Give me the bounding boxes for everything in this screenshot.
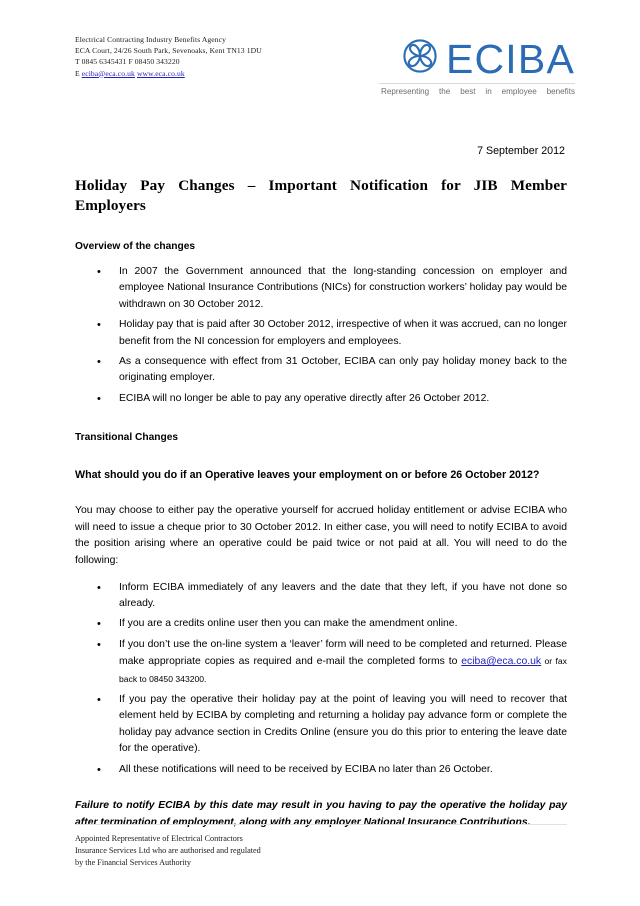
list-item-with-email [75, 637, 567, 688]
company-address-block [75, 34, 262, 79]
footer-line-2: Insurance Services Ltd who are authorised and regulated [75, 846, 261, 856]
page-title: Holiday Pay Changes – Important Notification for JIB Member Employers [75, 177, 567, 214]
logo-row [379, 36, 575, 81]
document-body [75, 176, 567, 831]
address-line-1: Electrical Contracting Industry Benefits Agency [75, 35, 227, 44]
address-line-3: T 0845 6345431 F 08450 343220 [75, 57, 180, 67]
footer-line-3: by the Financial Services Authority [75, 858, 191, 868]
list-item: • Inform ECIBA immediately of any leavers and the date that they left, if you have not done so already. [75, 580, 567, 613]
action-bullet-list [75, 580, 567, 778]
list-item: • ECIBA will no longer be able to pay any operative directly after 26 October 2012. [75, 391, 567, 407]
footer-divider [75, 824, 567, 825]
body-email-link[interactable]: eciba@eca.co.uk [461, 656, 542, 668]
question-heading: What should you do if an Operative leaves your employment on or before 26 October 2012? [75, 469, 540, 482]
footer-line-1: Appointed Representative of Electrical Contractors [75, 834, 243, 843]
email-prefix: E [75, 68, 82, 78]
list-item: • Holiday pay that is paid after 30 October 2012, irrespective of when it was accrued, can no longer benefit from the NI concession for employers and employees. [75, 317, 567, 350]
list-item: • If you are a credits online user then you can make the amendment online. [75, 616, 567, 632]
closing-warning-paragraph: Failure to notify ECIBA by this date may result in you having to pay the operative the holiday pay after termination of employment, along with any employer National Insurance Contributions. [75, 800, 567, 828]
eciba-clover-icon [400, 36, 440, 81]
transitional-changes-heading: Transitional Changes [75, 432, 179, 444]
address-line-2: ECA Court, 24/26 South Park, Sevenoaks, Kent TN13 1DU [75, 46, 262, 56]
list-item: • All these notifications will need to be received by ECIBA no later than 26 October. [75, 762, 567, 778]
overview-heading: Overview of the changes [75, 241, 196, 252]
list-item: • If you pay the operative their holiday pay at the point of leaving you will need to recover that element held by ECIBA by completing and returning a holiday pay advance form or complete the holiday pay advance section in Credits Online (ensure you do this prior to entering the leave date for the operative). [75, 692, 567, 758]
logo-tagline: Representing the best in employee benefits [381, 87, 575, 96]
header-email-link[interactable]: eciba@eca.co.uk [81, 68, 135, 78]
address-line-4 [75, 68, 262, 79]
intro-paragraph: You may choose to either pay the operative yourself for accrued holiday entitlement or advise ECIBA who will need to issue a cheque prior to 30 October 2012. In either case, you will need to notify ECIBA to avoid the position arising where an operative could be paid twice or not paid at all. You will need to do the following: [75, 505, 567, 567]
fax-note: or fax back to 08450 343200. [119, 656, 567, 684]
eciba-logo [379, 34, 575, 96]
header-website-link[interactable]: www.eca.co.uk [136, 68, 185, 78]
list-item: • As a consequence with effect from 31 October, ECIBA can only pay holiday money back to the originating employer. [75, 354, 567, 387]
eciba-wordmark: ECIBA [445, 35, 575, 82]
bullet-text-before: If you don’t use the on-line system a ‘leaver’ form will need to be completed and returned. Please make appropriate copies as required and e-mail the completed forms to [119, 638, 567, 668]
letterhead [75, 34, 575, 96]
logo-divider [379, 83, 575, 84]
list-item: • In 2007 the Government announced that the long-standing concession on employer and employee National Insurance Contributions (NICs) for construction workers’ holiday pay would be withdrawn on 30 October 2012. [75, 264, 567, 313]
document-date: 7 September 2012 [477, 145, 565, 157]
document-footer [75, 833, 567, 870]
overview-bullet-list [75, 264, 567, 407]
